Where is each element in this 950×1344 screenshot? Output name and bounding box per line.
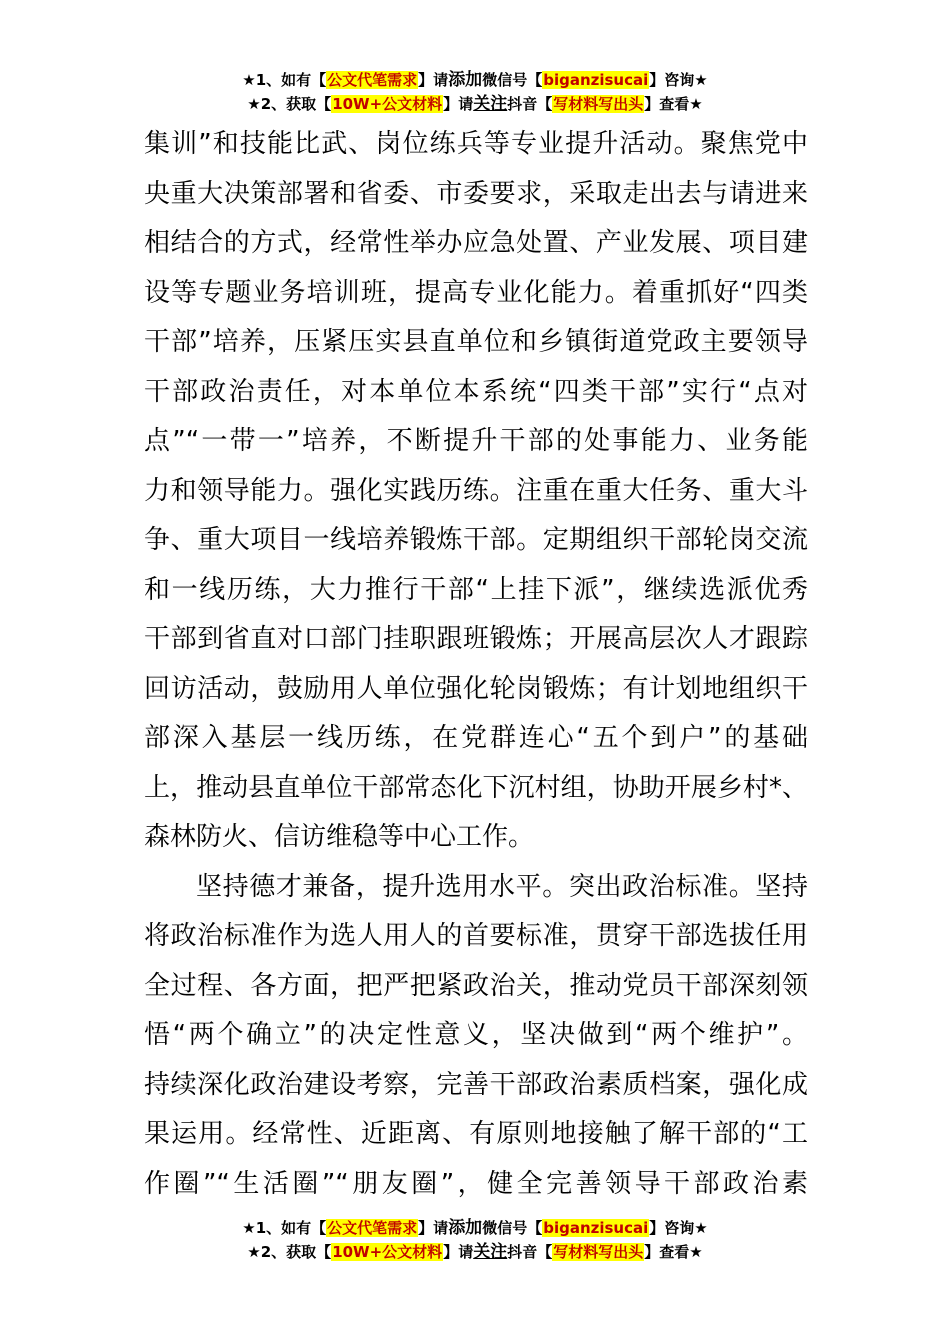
text-line: 点”“一带一”培养，不断提升干部的处事能力、业务能 [144, 426, 808, 456]
highlight-materials: 10W+公文材料 [332, 95, 443, 113]
text-line: 干部到省直对口部门挂职跟班锻炼；开展高层次人才跟踪 [144, 624, 808, 654]
highlight-materials: 10W+公文材料 [332, 1243, 443, 1261]
text-line: 争、重大项目一线培养锻炼干部。定期组织干部轮岗交流 [144, 525, 808, 555]
text-line: 森林防火、信访维稳等中心工作。 [144, 822, 535, 852]
text-line: 作圈”“生活圈”“朋友圈”，健全完善领导干部政治素 [144, 1168, 808, 1199]
highlight-douyin-account: 写材料写出头 [553, 1243, 644, 1261]
promo-line-2: ★2、获取【10W+公文材料】请关注抖音【写材料写出头】查看★ [247, 94, 703, 114]
text-line: 和一线历练，大力推行干部“上挂下派”，继续选派优秀 [144, 574, 808, 605]
promo-banner-bottom [0, 1216, 950, 1264]
text-line: 持续深化政治建设考察，完善干部政治素质档案，强化成 [144, 1069, 808, 1100]
text-line: 将政治标准作为选人用人的首要标准，贯穿干部选拔任用 [144, 921, 808, 951]
highlight-writing-service: 公文代笔需求 [327, 71, 418, 89]
highlight-douyin-account: 写材料写出头 [553, 95, 644, 113]
text-line: 果运用。经常性、近距离、有原则地接触了解干部的“工 [144, 1119, 808, 1149]
highlight-wechat-id: biganzisucai [543, 71, 649, 89]
text-line: 干部政治责任，对本单位本系统“四类干部”实行“点对 [144, 376, 808, 407]
text-line: 坚持德才兼备，提升选用水平。突出政治标准。坚持 [196, 871, 808, 902]
promo-line-1: ★1、如有【公文代笔需求】请添加微信号【biganzisucai】咨询★ [242, 70, 708, 90]
promo-line-2: ★2、获取【10W+公文材料】请关注抖音【写材料写出头】查看★ [247, 1242, 703, 1262]
text-line: 全过程、各方面，把严把紧政治关，推动党员干部深刻领 [144, 970, 808, 1001]
text-line: 干部”培养，压紧压实县直单位和乡镇街道党政主要领导 [144, 327, 808, 357]
promo-line-1: ★1、如有【公文代笔需求】请添加微信号【biganzisucai】咨询★ [242, 1218, 708, 1238]
text-line: 悟“两个确立”的决定性意义，坚决做到“两个维护”。 [144, 1020, 808, 1050]
text-line: 央重大决策部署和省委、市委要求，采取走出去与请进来 [144, 178, 808, 209]
text-line: 上，推动县直单位干部常态化下沉村组，协助开展乡村*、 [144, 772, 808, 803]
document-body [144, 120, 808, 1209]
highlight-wechat-id: biganzisucai [543, 1219, 649, 1237]
text-line: 集训”和技能比武、岗位练兵等专业提升活动。聚焦党中 [144, 129, 808, 159]
promo-banner-top [0, 68, 950, 116]
text-line: 回访活动，鼓励用人单位强化轮岗锻炼；有计划地组织干 [144, 673, 808, 704]
text-line: 相结合的方式，经常性举办应急处置、产业发展、项目建 [144, 228, 808, 258]
paragraph-1 [144, 120, 808, 863]
text-line: 部深入基层一线历练，在党群连心“五个到户”的基础 [144, 723, 808, 753]
paragraph-2 [144, 863, 808, 1210]
text-line: 力和领导能力。强化实践历练。注重在重大任务、重大斗 [144, 475, 808, 506]
text-line: 设等专题业务培训班，提高专业化能力。着重抓好“四类 [144, 277, 808, 308]
highlight-writing-service: 公文代笔需求 [327, 1219, 418, 1237]
